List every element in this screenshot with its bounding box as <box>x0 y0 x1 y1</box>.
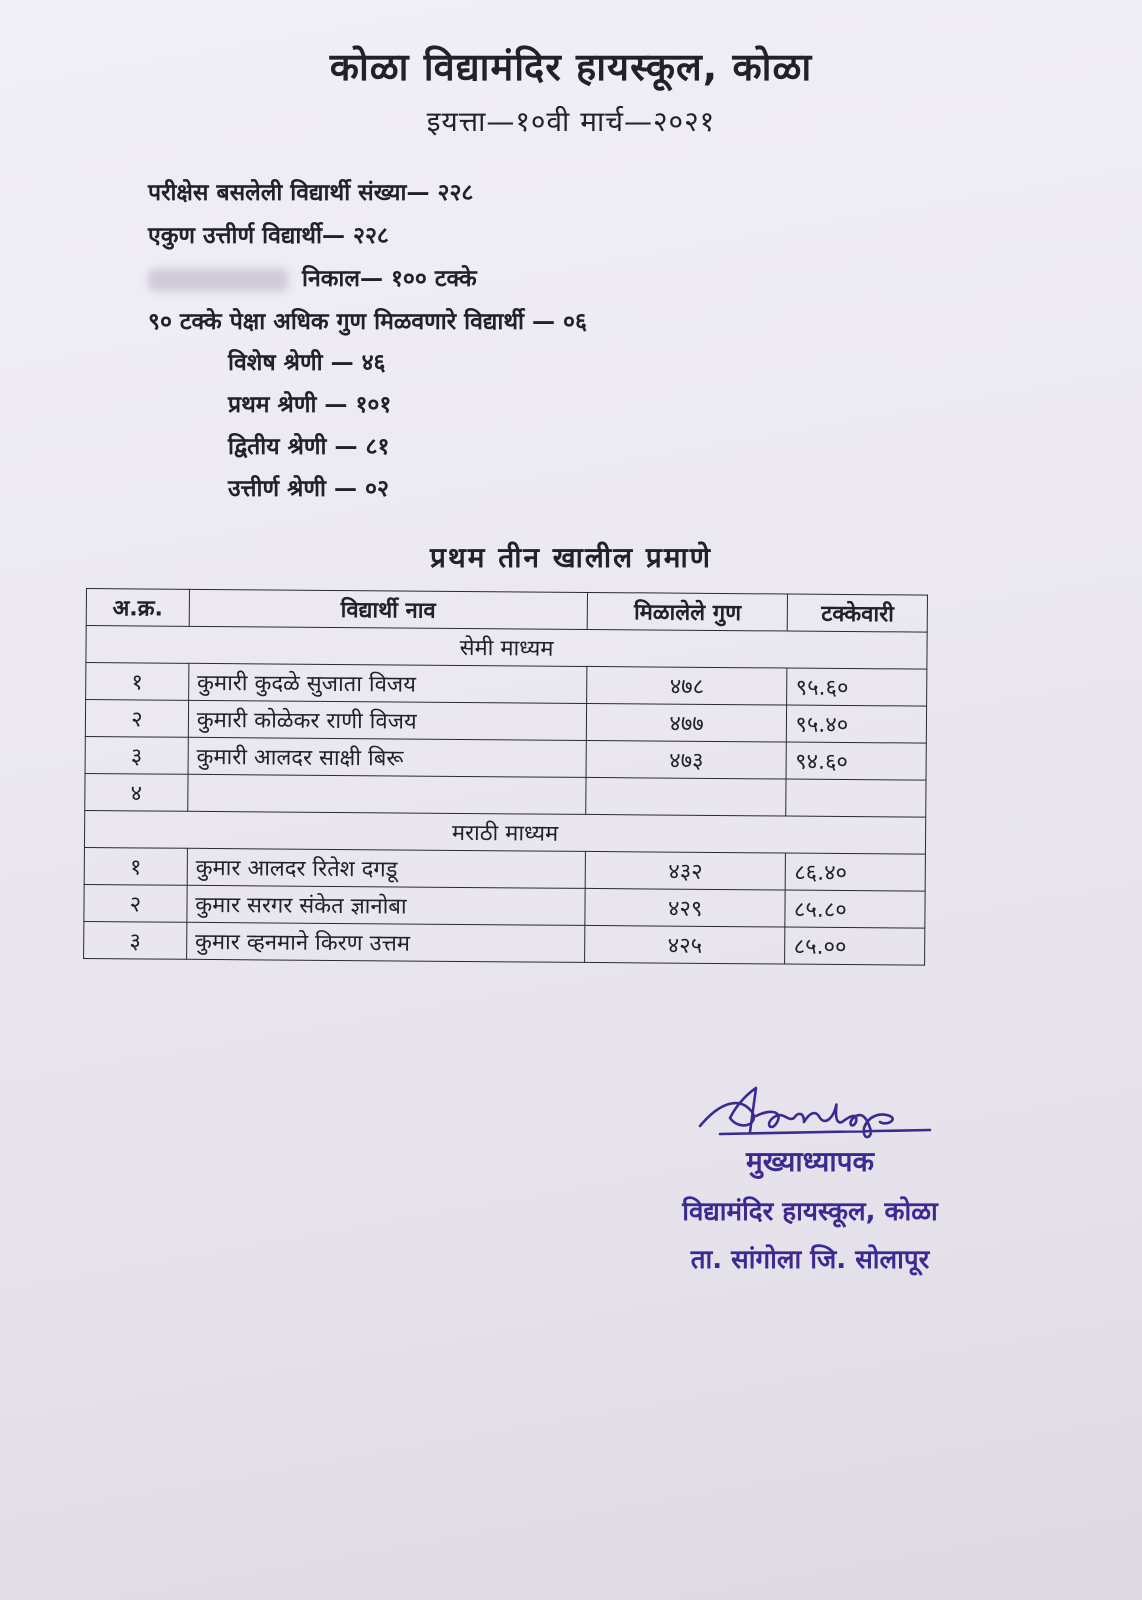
result-label: निकाल— <box>302 266 383 292</box>
appeared-line <box>148 172 587 215</box>
page-title: कोळा विद्यामंदिर हायस्कूल, कोळा <box>329 45 813 89</box>
cell-percent: ८६.४० <box>786 853 926 891</box>
cell-name: कुमार व्हनमाने किरण उत्तम <box>186 922 584 962</box>
result-value: १०० टक्के <box>390 266 477 292</box>
result-stats <box>148 172 587 344</box>
grade-item: विशेष श्रेणी — ४६ <box>228 350 386 376</box>
cell-serial: १ <box>86 663 189 701</box>
cell-serial: ४ <box>85 773 188 811</box>
grade-value: ०२ <box>364 476 389 502</box>
cell-marks: ४२९ <box>585 888 786 927</box>
cell-percent: ८५.०० <box>785 927 925 965</box>
above90-label: ९० टक्के पेक्षा अधिक गुण मिळवणारे विद्यार्थी — <box>148 309 556 335</box>
signatory-role: मुख्याध्यापक <box>745 1145 875 1178</box>
grade-list <box>228 342 391 510</box>
appeared-value: २२८ <box>437 180 474 206</box>
cell-percent: ९५.६० <box>787 668 927 706</box>
grade-label: विशेष श्रेणी <box>228 350 323 376</box>
passed-line <box>148 215 587 258</box>
cell-marks: ४२५ <box>584 925 785 964</box>
cell-marks: ४७८ <box>587 666 788 705</box>
grade-value: ८१ <box>365 434 390 460</box>
section-heading: प्रथम तीन खालील प्रमाणे <box>429 541 713 574</box>
results-table <box>83 588 928 966</box>
cell-percent: ९४.६० <box>787 742 927 780</box>
grade-item: प्रथम श्रेणी — १०१ <box>228 392 392 418</box>
cell-serial: २ <box>85 700 188 738</box>
grade-item: उत्तीर्ण श्रेणी — ०२ <box>228 476 389 502</box>
above90-line <box>148 301 587 344</box>
cell-name: कुमार आलदर रितेश दगडू <box>187 848 585 888</box>
header-percent: टक्केवारी <box>788 594 928 632</box>
medium-label: सेमी माध्यम <box>86 626 927 670</box>
signature-block <box>640 1082 980 1276</box>
header-serial: अ.क्र. <box>86 589 189 627</box>
cell-marks: ४३२ <box>585 851 786 890</box>
stamp-school: विद्यामंदिर हायस्कूल, कोळा <box>682 1197 938 1227</box>
table-row <box>84 921 925 965</box>
grade-label: द्वितीय श्रेणी <box>228 434 327 460</box>
stamp-place: ता. सांगोला जि. सोलापूर <box>690 1245 930 1275</box>
cell-name: कुमारी कुदळे सुजाता विजय <box>188 663 586 703</box>
header-name: विद्यार्थी नाव <box>189 589 587 629</box>
cell-serial: २ <box>84 884 187 922</box>
result-line <box>148 258 587 301</box>
cell-percent: ८५.८० <box>785 890 925 928</box>
appeared-label: परीक्षेस बसलेली विद्यार्थी संख्या— <box>148 180 430 206</box>
cell-percent <box>786 779 926 817</box>
cell-marks: ४७७ <box>586 703 787 742</box>
passed-value: २२८ <box>352 223 389 249</box>
cell-name: कुमारी कोळेकर राणी विजय <box>188 700 586 740</box>
cell-percent: ९५.४० <box>787 705 927 743</box>
cell-marks: ४७३ <box>586 740 787 779</box>
grade-value: ४६ <box>361 350 386 376</box>
cell-name: कुमारी आलदर साक्षी बिरू <box>188 737 586 777</box>
cell-marks <box>586 777 787 816</box>
cell-serial: ३ <box>84 921 187 959</box>
grade-label: प्रथम श्रेणी <box>228 392 317 418</box>
cell-name <box>188 774 586 814</box>
header-marks: मिळालेले गुण <box>587 592 788 631</box>
signature-mark <box>680 1082 940 1144</box>
medium-label: मराठी माध्यम <box>84 810 925 854</box>
passed-label: एकुण उत्तीर्ण विद्यार्थी— <box>148 223 345 249</box>
grade-label: उत्तीर्ण श्रेणी <box>228 476 326 502</box>
page-subtitle: इयत्ता—१०वी मार्च—२०२१ <box>426 105 716 138</box>
cell-serial: ३ <box>85 736 188 774</box>
above90-value: ०६ <box>563 309 587 335</box>
cell-name: कुमार सरगर संकेत ज्ञानोबा <box>187 885 585 925</box>
redacted-mark <box>148 269 288 291</box>
grade-value: १०१ <box>355 392 392 418</box>
grade-item: द्वितीय श्रेणी — ८१ <box>228 434 390 460</box>
cell-serial: १ <box>84 847 187 885</box>
